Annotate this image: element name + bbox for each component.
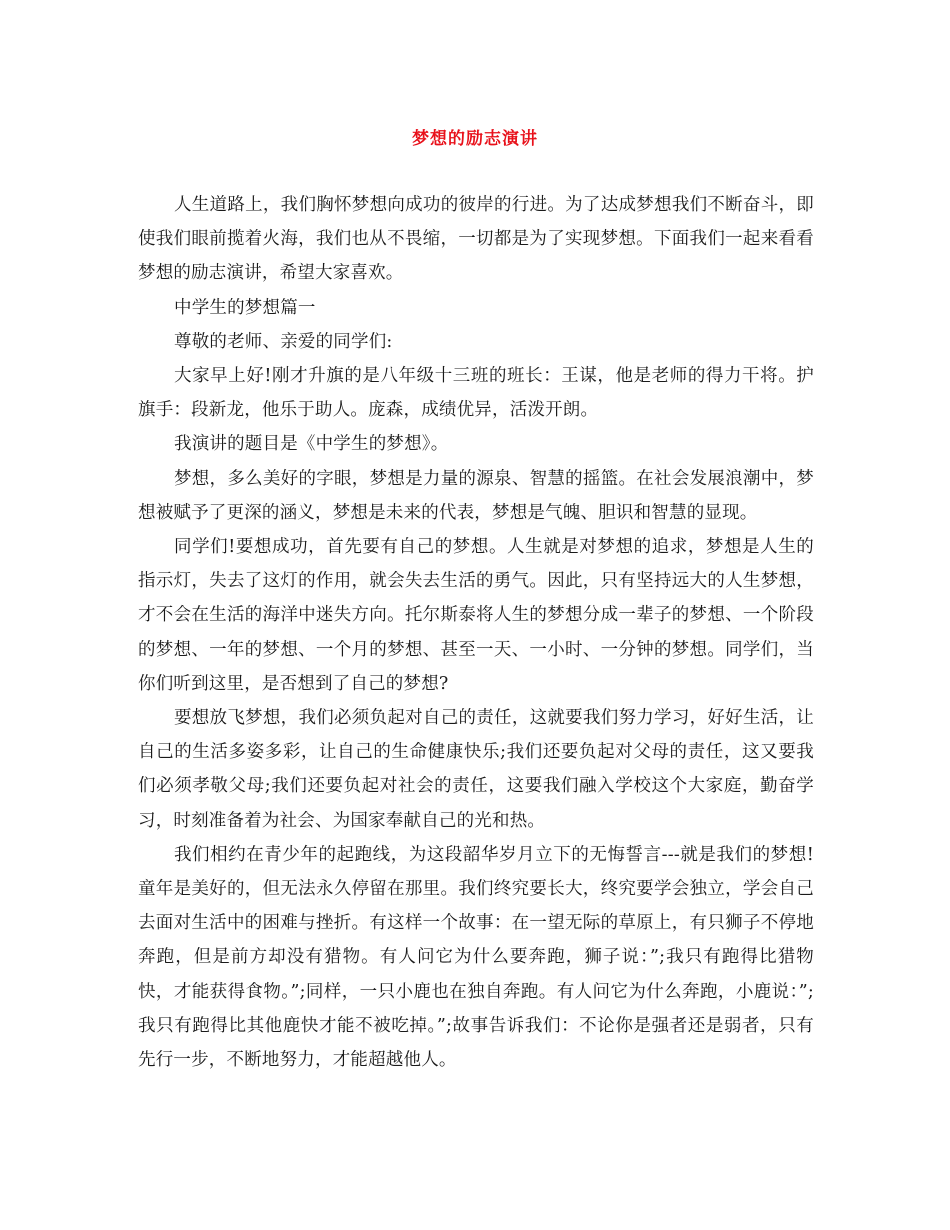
- paragraph-greeting: 大家早上好!刚才升旗的是八年级十三班的班长：王谋，他是老师的得力干将。护旗手：段新龙，他乐于助人。庞森，成绩优异，活泼开朗。: [138, 366, 814, 421]
- document-body: [138, 188, 814, 1077]
- paragraph-topic: 我演讲的题目是《中学生的梦想》。: [174, 434, 449, 455]
- paragraph-salutation: 尊敬的老师、亲爱的同学们:: [174, 331, 393, 352]
- document-title: 梦想的励志演讲: [412, 129, 538, 149]
- section-heading: 中学生的梦想篇一: [174, 297, 316, 318]
- paragraph-dream-meaning: 梦想，多么美好的字眼，梦想是力量的源泉、智慧的摇篮。在社会发展浪潮中，梦想被赋予了更深的涵义，梦想是未来的代表，梦想是气魄、胆识和智慧的显现。: [138, 468, 814, 523]
- paragraph-responsibility: 要想放飞梦想，我们必须负起对自己的责任，这就要我们努力学习，好好生活，让自己的生活多姿多彩，让自己的生命健康快乐;我们还要负起对父母的责任，这又要我们必须孝敬父母;我们还要负起对社会的责任，这要我们融入学校这个大家庭，勤奋学习，时刻准备着为社会、为国家奉献自己的光和热。: [138, 708, 814, 831]
- paragraph-have-dream: 同学们!要想成功，首先要有自己的梦想。人生就是对梦想的追求，梦想是人生的指示灯，失去了这灯的作用，就会失去生活的勇气。因此，只有坚持远大的人生梦想，才不会在生活的海洋中迷失方向。托尔斯泰将人生的梦想分成一辈子的梦想、一个阶段的梦想、一年的梦想、一个月的梦想、甚至一天、一小时、一分钟的梦想。同学们，当你们听到这里，是否想到了自己的梦想?: [138, 537, 814, 694]
- paragraph-intro: 人生道路上，我们胸怀梦想向成功的彼岸的行进。为了达成梦想我们不断奋斗，即使我们眼前揽着火海，我们也从不畏缩，一切都是为了实现梦想。下面我们一起来看看梦想的励志演讲，希望大家喜欢。: [138, 195, 814, 284]
- paragraph-story: 我们相约在青少年的起跑线，为这段韶华岁月立下的无悔誓言---就是我们的梦想!童年是美好的，但无法永久停留在那里。我们终究要长大，终究要学会独立，学会自己去面对生活中的困难与挫折。有这样一个故事：在一望无际的草原上，有只狮子不停地奔跑，但是前方却没有猎物。有人问它为什么要奔跑，狮子说：”;我只有跑得比猎物快，才能获得食物。”;同样，一只小鹿也在独自奔跑。有人问它为什么奔跑，小鹿说：”;我只有跑得比其他鹿快才能不被吃掉。”;故事告诉我们：不论你是强者还是弱者，只有先行一步，不断地努力，才能超越他人。: [138, 844, 814, 1071]
